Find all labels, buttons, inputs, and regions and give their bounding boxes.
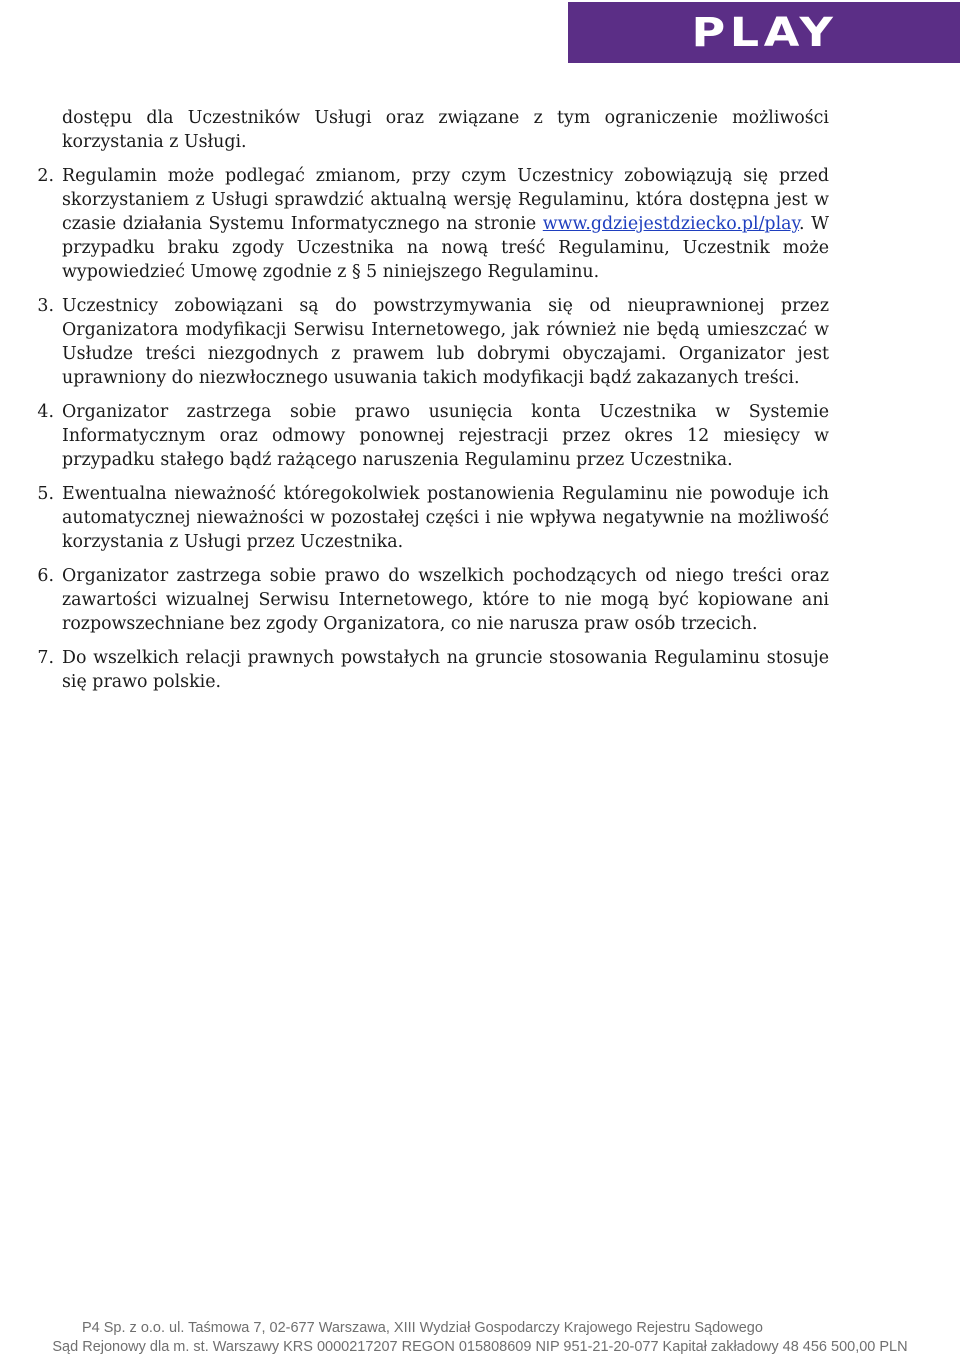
item-number: 2. bbox=[37, 166, 54, 186]
item-text: Regulamin może podlegać zmianom, przy czym Uczestnicy zobowiązują się przed skorzystaniem z Usługi sprawdzić aktualną wersję Regulaminu, która dostępna jest w czasie działania Systemu Informatycznego na stronie bbox=[62, 166, 829, 234]
list-item bbox=[37, 646, 829, 694]
list-item bbox=[37, 164, 829, 284]
item-number: 3. bbox=[37, 296, 54, 316]
logo-text: PLAY bbox=[691, 9, 837, 56]
item-text: Ewentualna nieważność któregokolwiek postanowienia Regulaminu nie powoduje ich automatycznej nieważności w pozostałej części i nie wpływa negatywnie na możliwość korzystania z Usługi przez Uczestnika. bbox=[62, 484, 829, 552]
list-item bbox=[37, 564, 829, 636]
regulations-list bbox=[37, 164, 829, 694]
play-logo bbox=[568, 2, 960, 63]
footer-company-line: P4 Sp. z o.o. ul. Taśmowa 7, 02-677 Warszawa, XIII Wydział Gospodarczy Krajowego Rejestru Sądowego bbox=[82, 1320, 763, 1336]
list-item bbox=[37, 482, 829, 554]
item-number: 6. bbox=[37, 566, 54, 586]
list-item bbox=[37, 294, 829, 390]
item-text: Organizator zastrzega sobie prawo usunięcia konta Uczestnika w Systemie Informatycznym oraz odmowy ponownej rejestracji przez okres 12 miesięcy w przypadku stałego bądź rażącego naruszenia Regulaminu przez Uczestnika. bbox=[62, 402, 829, 470]
item-text: Do wszelkich relacji prawnych powstałych na gruncie stosowania Regulaminu stosuje się prawo polskie. bbox=[62, 648, 829, 692]
item-number: 5. bbox=[37, 484, 54, 504]
item-text-continued: . W przypadku braku zgody Uczestnika na nową treść Regulaminu, Uczestnik może wypowiedzieć Umowę zgodnie z § 5 niniejszego Regulaminu. bbox=[62, 214, 829, 282]
list-item bbox=[37, 400, 829, 472]
footer-registry-line: Sąd Rejonowy dla m. st. Warszawy KRS 0000217207 REGON 015808609 NIP 951-21-20-077 Kapitał zakładowy 48 456 500,00 PLN bbox=[52, 1339, 908, 1355]
regulations-body bbox=[37, 106, 829, 704]
intro-paragraph: dostępu dla Uczestników Usługi oraz związane z tym ograniczenie możliwości korzystania z Usługi. bbox=[62, 108, 829, 152]
item-number: 4. bbox=[37, 402, 54, 422]
item-number: 7. bbox=[37, 648, 54, 668]
website-link[interactable]: www.gdziejestdziecko.pl/play bbox=[542, 214, 800, 234]
item-text: Organizator zastrzega sobie prawo do wszelkich pochodzących od niego treści oraz zawartości wizualnej Serwisu Internetowego, które to nie mogą być kopiowane ani rozpowszechniane bez zgody Organizatora, co nie narusza praw osób trzecich. bbox=[62, 566, 829, 634]
item-text: Uczestnicy zobowiązani są do powstrzymywania się od nieuprawnionej przez Organizatora modyfikacji Serwisu Internetowego, jak również nie będą umieszczać w Usłudze treści niezgodnych z prawem lub dobrymi obyczajami. Organizator jest uprawniony do niezwłocznego usuwania takich modyfikacji bądź zakazanych treści. bbox=[62, 296, 829, 388]
